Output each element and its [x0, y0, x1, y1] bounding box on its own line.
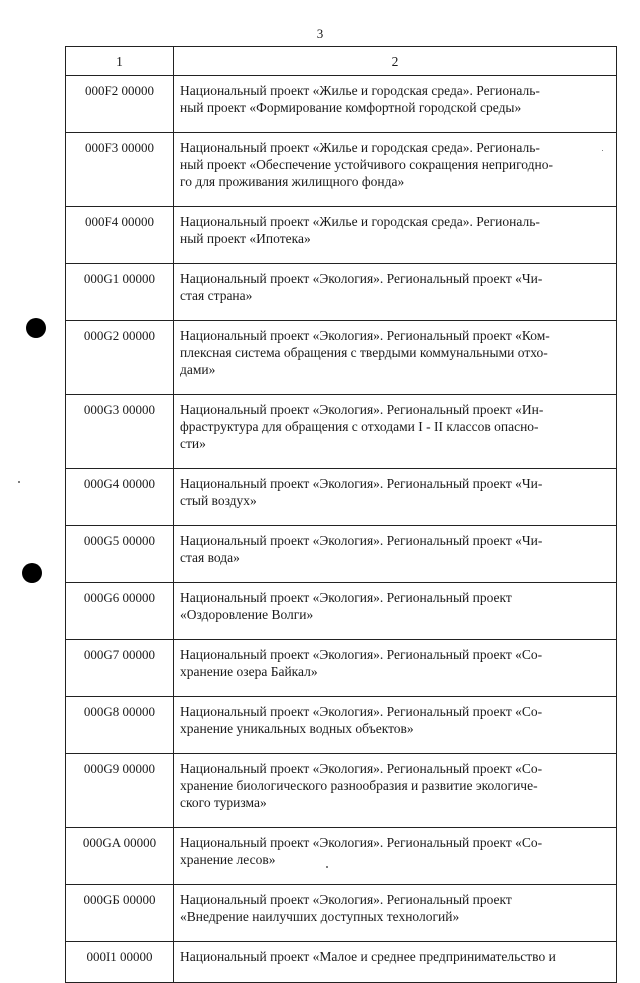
description-line: хранение лесов» [180, 852, 276, 867]
table-row [66, 828, 617, 885]
punch-hole [22, 563, 42, 583]
description-line: плексная система обращения с твердыми коммунальными отхо- [180, 345, 548, 360]
description-line: стая страна» [180, 288, 253, 303]
row-code: 000G7 00000 [66, 640, 174, 697]
row-description [174, 207, 617, 264]
description-line: ный проект «Ипотека» [180, 231, 311, 246]
description-line: фраструктура для обращения с отходами I - II классов опасно- [180, 419, 539, 434]
description-line: Национальный проект «Экология». Региональный проект «Чи- [180, 271, 543, 286]
table-row [66, 526, 617, 583]
row-code: 000G3 00000 [66, 395, 174, 469]
description-line: стая вода» [180, 550, 240, 565]
column-header-code: 1 [66, 47, 174, 76]
description-line: го для проживания жилищного фонда» [180, 174, 405, 189]
scan-speck [18, 481, 20, 483]
table-body [66, 76, 617, 983]
description-line: Национальный проект «Экология». Региональный проект «Со- [180, 761, 543, 776]
row-code: 000GA 00000 [66, 828, 174, 885]
description-line: «Внедрение наилучших доступных технологий» [180, 909, 460, 924]
table-row [66, 583, 617, 640]
row-code: 000G2 00000 [66, 321, 174, 395]
description-line: Национальный проект «Малое и среднее предпринимательство и [180, 949, 556, 964]
row-code: 000F3 00000 [66, 133, 174, 207]
description-line: Национальный проект «Экология». Региональный проект «Ком- [180, 328, 550, 343]
row-description [174, 264, 617, 321]
description-line: хранение уникальных водных объектов» [180, 721, 414, 736]
row-code: 000G5 00000 [66, 526, 174, 583]
table-row [66, 321, 617, 395]
table-header-row [66, 47, 617, 76]
row-code: 000I1 00000 [66, 942, 174, 983]
description-line: хранение озера Байкал» [180, 664, 318, 679]
table-row [66, 395, 617, 469]
description-line: Национальный проект «Экология». Региональный проект [180, 892, 512, 907]
description-line: Национальный проект «Экология». Региональный проект «Чи- [180, 476, 543, 491]
row-description [174, 76, 617, 133]
row-code: 000G4 00000 [66, 469, 174, 526]
description-line: Национальный проект «Жилье и городская среда». Региональ- [180, 83, 540, 98]
description-line: Национальный проект «Экология». Региональный проект «Чи- [180, 533, 543, 548]
table-row [66, 76, 617, 133]
row-description [174, 133, 617, 207]
row-code: 000F4 00000 [66, 207, 174, 264]
table-row [66, 469, 617, 526]
row-description [174, 754, 617, 828]
table-row [66, 942, 617, 983]
description-line: «Оздоровление Волги» [180, 607, 314, 622]
row-description [174, 885, 617, 942]
column-header-description: 2 [174, 47, 617, 76]
row-code: 000GБ 00000 [66, 885, 174, 942]
description-line: хранение биологического разнообразия и развитие экологиче- [180, 778, 538, 793]
row-description [174, 526, 617, 583]
row-description [174, 828, 617, 885]
row-code: 000F2 00000 [66, 76, 174, 133]
table-row [66, 640, 617, 697]
row-code: 000G8 00000 [66, 697, 174, 754]
row-description [174, 395, 617, 469]
table-row [66, 207, 617, 264]
description-line: Национальный проект «Экология». Региональный проект [180, 590, 512, 605]
description-line: Национальный проект «Жилье и городская среда». Региональ- [180, 140, 540, 155]
budget-classification-table [65, 46, 617, 983]
description-line: Национальный проект «Экология». Региональный проект «Со- [180, 835, 543, 850]
table-row [66, 697, 617, 754]
row-code: 000G9 00000 [66, 754, 174, 828]
punch-hole [26, 318, 46, 338]
description-line: Национальный проект «Жилье и городская среда». Региональ- [180, 214, 540, 229]
row-description [174, 583, 617, 640]
description-line: стый воздух» [180, 493, 257, 508]
table-row [66, 264, 617, 321]
page-number: 3 [316, 26, 324, 41]
description-line: ный проект «Обеспечение устойчивого сокращения непригодно- [180, 157, 554, 172]
row-code: 000G6 00000 [66, 583, 174, 640]
row-description [174, 640, 617, 697]
description-line: сти» [180, 436, 206, 451]
description-line: ского туризма» [180, 795, 267, 810]
row-description [174, 942, 617, 983]
description-line: дами» [180, 362, 216, 377]
description-line: ный проект «Формирование комфортной городской среды» [180, 100, 522, 115]
description-line: Национальный проект «Экология». Региональный проект «Со- [180, 704, 543, 719]
row-description [174, 697, 617, 754]
table-row [66, 754, 617, 828]
row-code: 000G1 00000 [66, 264, 174, 321]
table-row [66, 133, 617, 207]
row-description [174, 321, 617, 395]
description-line: Национальный проект «Экология». Региональный проект «Со- [180, 647, 543, 662]
row-description [174, 469, 617, 526]
description-line: Национальный проект «Экология». Региональный проект «Ин- [180, 402, 544, 417]
table-row [66, 885, 617, 942]
